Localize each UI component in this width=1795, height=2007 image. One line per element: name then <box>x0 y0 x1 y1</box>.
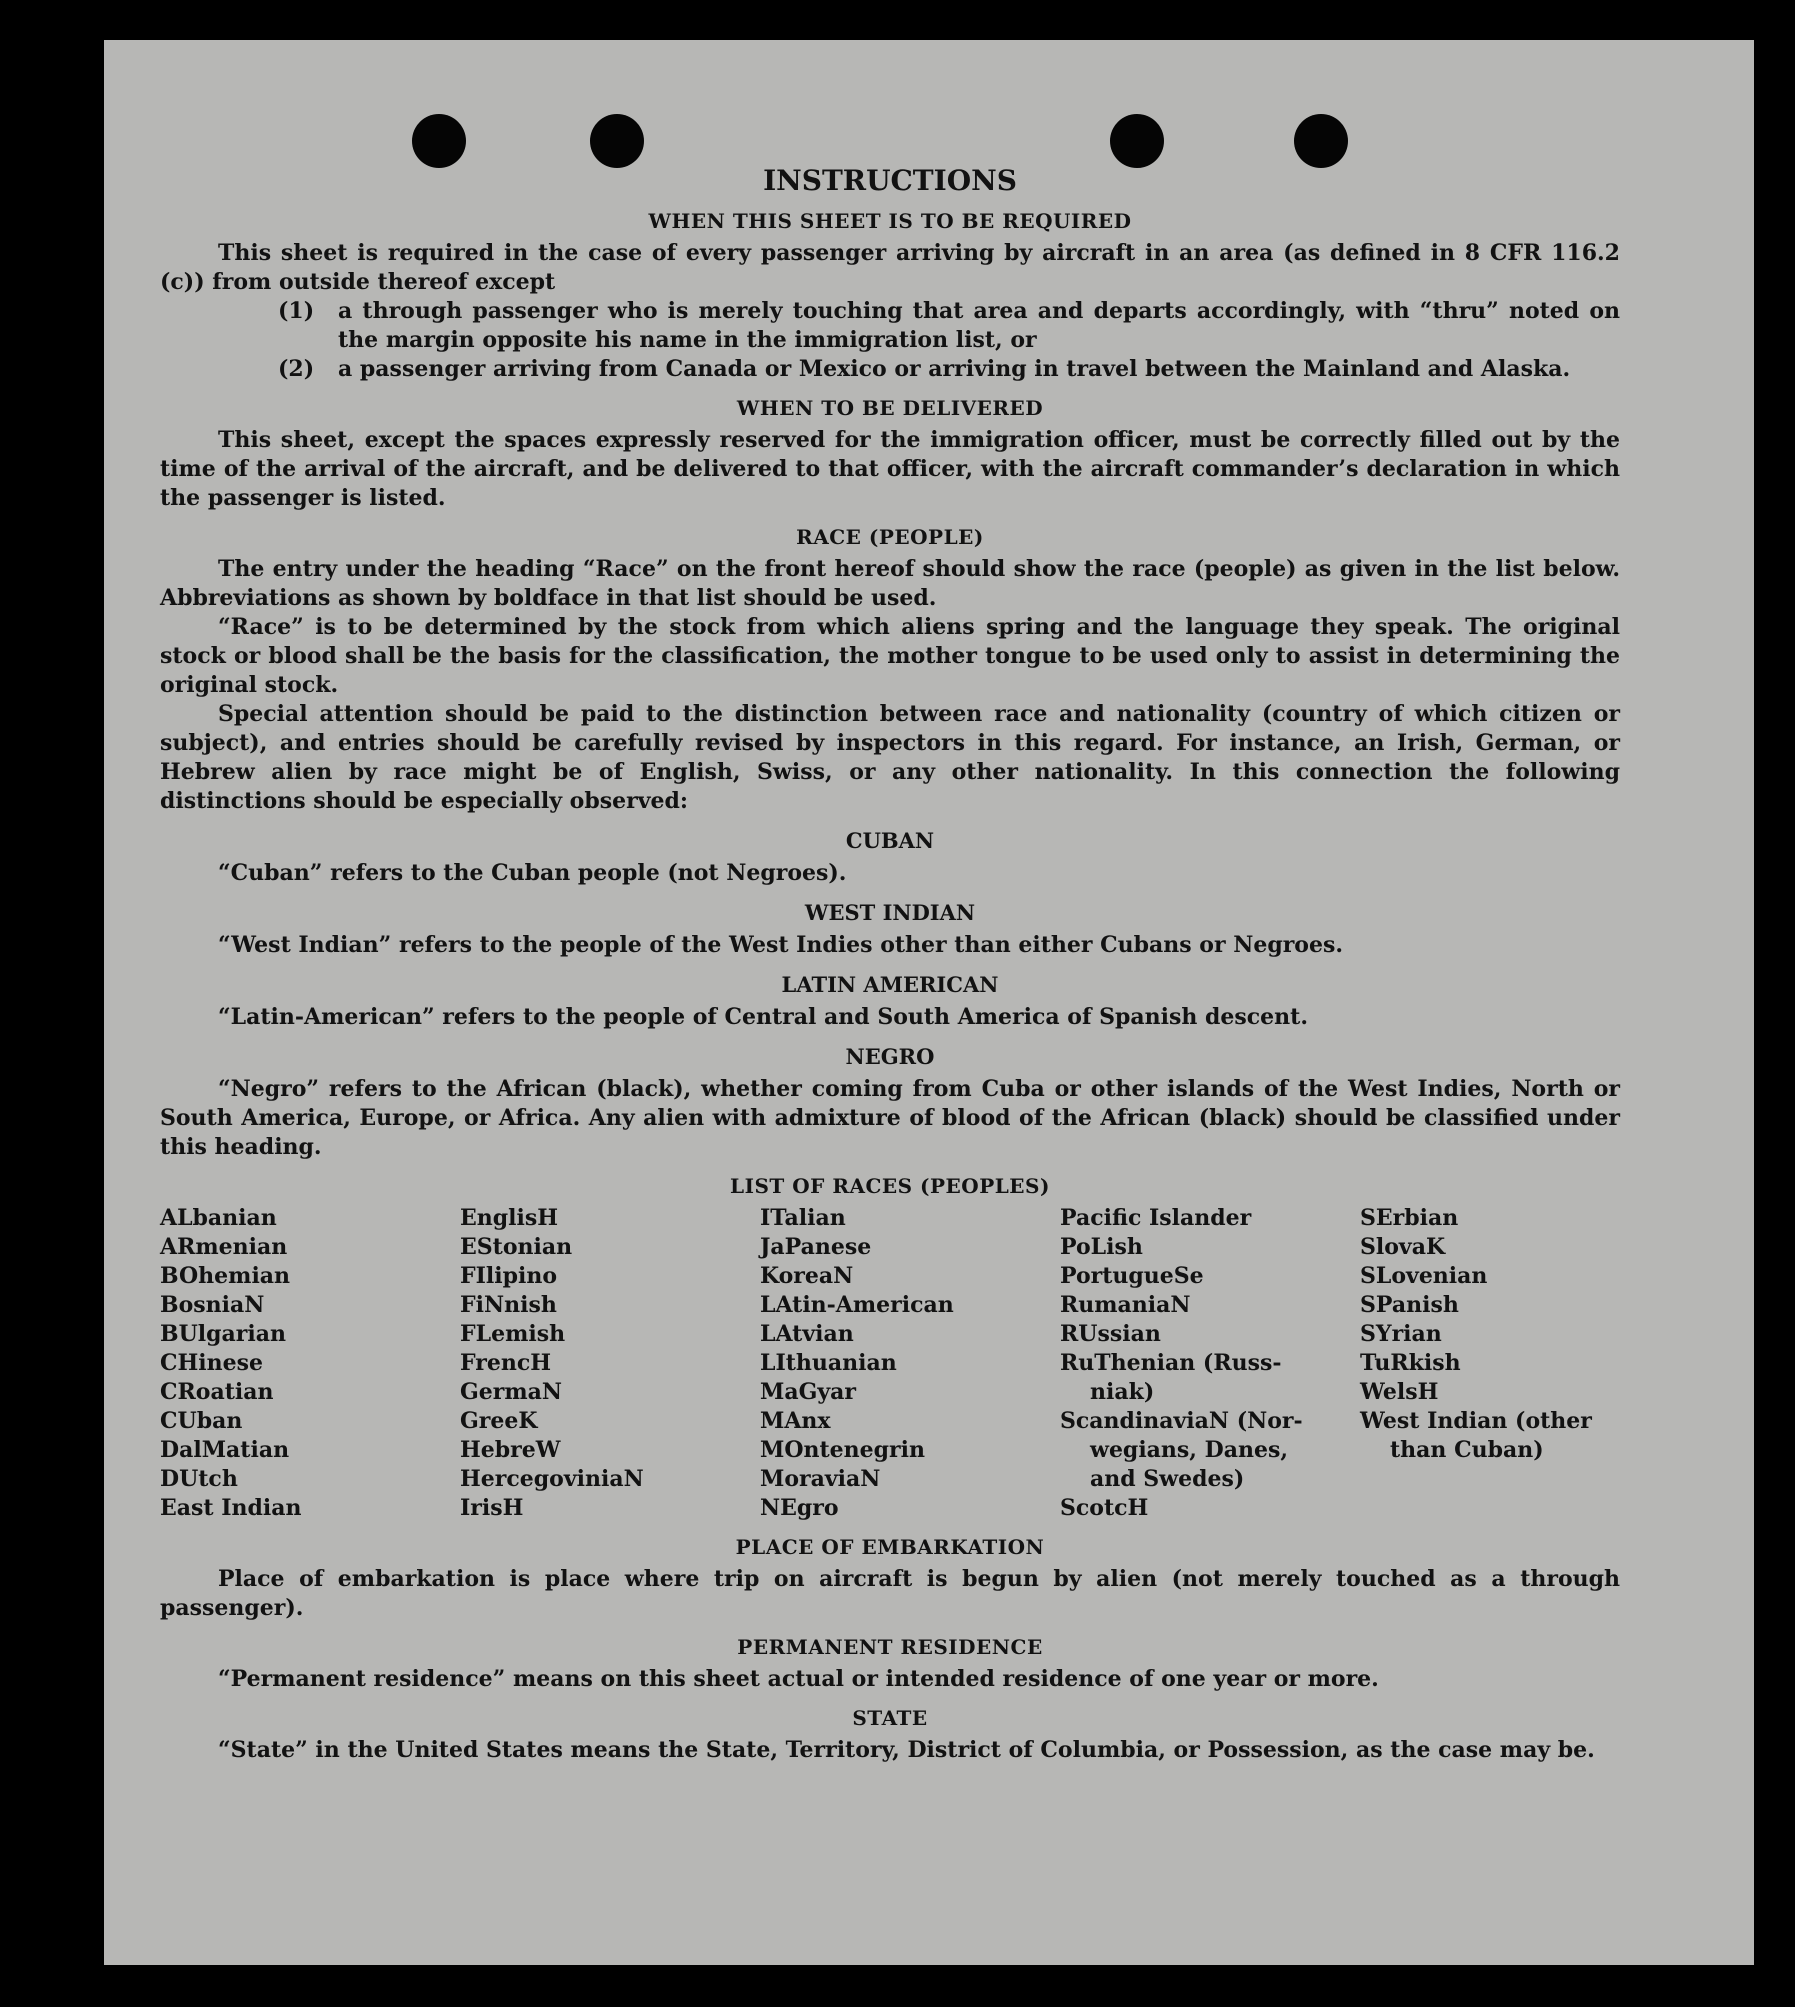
punch-hole <box>412 114 466 168</box>
heading-list-of-races: LIST OF RACES (PEOPLES) <box>730 1174 1050 1198</box>
latin-american-text: “Latin-American” refers to the people of Central and South America of Spanish descent. <box>218 1004 1308 1030</box>
race-entry-continued: wegians, Danes, <box>1090 1437 1288 1463</box>
exception-item <box>160 355 1620 384</box>
race-entry: GreeK <box>460 1408 538 1434</box>
race-entry: MOntenegrin <box>760 1437 925 1463</box>
race-entry: JaPanese <box>760 1234 872 1260</box>
heading-permanent-residence: PERMANENT RESIDENCE <box>737 1635 1043 1659</box>
race-entry: NEgro <box>760 1495 839 1521</box>
punch-hole <box>590 114 644 168</box>
race-entry: BosniaN <box>160 1292 265 1318</box>
punch-hole <box>1294 114 1348 168</box>
race-entry: ALbanian <box>160 1205 277 1231</box>
races-column <box>1060 1204 1360 1523</box>
heading-when-delivered: WHEN TO BE DELIVERED <box>736 396 1044 420</box>
page-title: INSTRUCTIONS <box>763 164 1017 197</box>
item-text: a through passenger who is merely touching that area and departs accordingly, with “thru” noted on the margin opposite his name in the immigration list, or <box>338 298 1620 353</box>
race-entry: FrencH <box>460 1350 551 1376</box>
heading-state: STATE <box>852 1706 928 1730</box>
race-entry: ScotcH <box>1060 1495 1149 1521</box>
heading-when-required: WHEN THIS SHEET IS TO BE REQUIRED <box>648 209 1132 233</box>
race-entry: MAnx <box>760 1408 831 1434</box>
race-entry: SlovaK <box>1360 1234 1446 1260</box>
race-entry: Pacific Islander <box>1060 1205 1252 1231</box>
race-entry: SErbian <box>1360 1205 1459 1231</box>
instructions-body <box>160 164 1620 1765</box>
heading-latin-american: LATIN AMERICAN <box>781 972 999 997</box>
race-entry: MaGyar <box>760 1379 857 1405</box>
item-number: (2) <box>278 356 315 382</box>
heading-cuban: CUBAN <box>845 828 935 853</box>
race-entry: CUban <box>160 1408 243 1434</box>
west-indian-text: “West Indian” refers to the people of the West Indies other than either Cubans or Negroes. <box>218 932 1344 958</box>
race-entry: EnglisH <box>460 1205 559 1231</box>
race-entry: LAtvian <box>760 1321 854 1347</box>
heading-place-of-embarkation: PLACE OF EMBARKATION <box>735 1535 1045 1559</box>
when-delivered-text: This sheet, except the spaces expressly reserved for the immigration officer, must be correctly filled out by the time of the arrival of the aircraft, and be delivered to that officer, with the aircraft commander’s declaration in which the passenger is listed. <box>160 427 1620 511</box>
race-entry-continued: than Cuban) <box>1390 1437 1544 1463</box>
race-entry: LIthuanian <box>760 1350 897 1376</box>
race-entry: PortugueSe <box>1060 1263 1204 1289</box>
race-entry-continued: and Swedes) <box>1090 1466 1245 1492</box>
race-paragraph: “Race” is to be determined by the stock from which aliens spring and the language they speak. The original stock or blood shall be the basis for the classification, the mother tongue to be used only to assist in determining the original stock. <box>160 614 1620 698</box>
race-paragraph: Special attention should be paid to the distinction between race and nationality (country of which citizen or subject), and entries should be carefully revised by inspectors in this regard. For instance, an Irish, German, or Hebrew alien by race might be of English, Swiss, or any other nationality. In this connection the following distinctions should be especially observed: <box>160 701 1620 814</box>
race-entry: RumaniaN <box>1060 1292 1191 1318</box>
races-column <box>1360 1204 1620 1523</box>
document-page <box>104 40 1754 1965</box>
race-entry: RuThenian (Russ- <box>1060 1350 1282 1376</box>
race-entry: ScandinaviaN (Nor- <box>1060 1408 1303 1434</box>
race-entry: FiNnish <box>460 1292 557 1318</box>
race-entry: BOhemian <box>160 1263 291 1289</box>
race-entry: TuRkish <box>1360 1350 1461 1376</box>
race-entry: PoLish <box>1060 1234 1143 1260</box>
race-entry: HercegoviniaN <box>460 1466 644 1492</box>
item-text: a passenger arriving from Canada or Mexico or arriving in travel between the Mainland and Alaska. <box>338 356 1571 382</box>
cuban-text: “Cuban” refers to the Cuban people (not Negroes). <box>218 860 847 886</box>
race-entry: FLemish <box>460 1321 566 1347</box>
race-entry: IrisH <box>460 1495 524 1521</box>
race-entry: DUtch <box>160 1466 238 1492</box>
race-entry: WelsH <box>1360 1379 1439 1405</box>
race-entry: KoreaN <box>760 1263 854 1289</box>
race-entry: HebreW <box>460 1437 561 1463</box>
race-entry: EStonian <box>460 1234 573 1260</box>
race-entry: CHinese <box>160 1350 264 1376</box>
heading-race: RACE (PEOPLE) <box>796 525 984 549</box>
exception-item <box>160 297 1620 355</box>
race-entry: DalMatian <box>160 1437 290 1463</box>
race-entry: ARmenian <box>160 1234 288 1260</box>
punch-hole <box>1110 114 1164 168</box>
race-entry: LAtin-American <box>760 1292 954 1318</box>
race-paragraph: The entry under the heading “Race” on the front hereof should show the race (people) as given in the list below. Abbreviations as shown by boldface in that list should be used. <box>160 556 1620 611</box>
races-column <box>160 1204 460 1523</box>
when-required-intro: This sheet is required in the case of every passenger arriving by aircraft in an area (as defined in 8 CFR 116.2 (c)) from outside thereof except <box>160 240 1620 295</box>
race-entry: West Indian (other <box>1360 1408 1592 1434</box>
races-column <box>760 1204 1060 1523</box>
race-entry: FIlipino <box>460 1263 558 1289</box>
races-column <box>460 1204 760 1523</box>
race-entry: East Indian <box>160 1495 302 1521</box>
races-list <box>160 1204 1620 1523</box>
item-number: (1) <box>278 298 315 324</box>
race-entry: SPanish <box>1360 1292 1459 1318</box>
race-entry: ITalian <box>760 1205 846 1231</box>
race-entry: BUlgarian <box>160 1321 286 1347</box>
race-entry: SLovenian <box>1360 1263 1488 1289</box>
race-entry: GermaN <box>460 1379 563 1405</box>
heading-west-indian: WEST INDIAN <box>804 900 976 925</box>
race-entry: CRoatian <box>160 1379 274 1405</box>
race-entry: SYrian <box>1360 1321 1442 1347</box>
race-entry: RUssian <box>1060 1321 1161 1347</box>
embarkation-text: Place of embarkation is place where trip on aircraft is begun by alien (not merely touched as a through passenger). <box>160 1566 1620 1621</box>
race-entry: MoraviaN <box>760 1466 881 1492</box>
negro-text: “Negro” refers to the African (black), whether coming from Cuba or other islands of the West Indies, North or South America, Europe, or Africa. Any alien with admixture of blood of the African (black) should be classified under this heading. <box>160 1076 1620 1160</box>
residence-text: “Permanent residence” means on this sheet actual or intended residence of one year or more. <box>218 1666 1379 1692</box>
race-entry-continued: niak) <box>1090 1379 1155 1405</box>
state-text: “State” in the United States means the State, Territory, District of Columbia, or Possession, as the case may be. <box>218 1737 1595 1763</box>
heading-negro: NEGRO <box>845 1044 935 1069</box>
